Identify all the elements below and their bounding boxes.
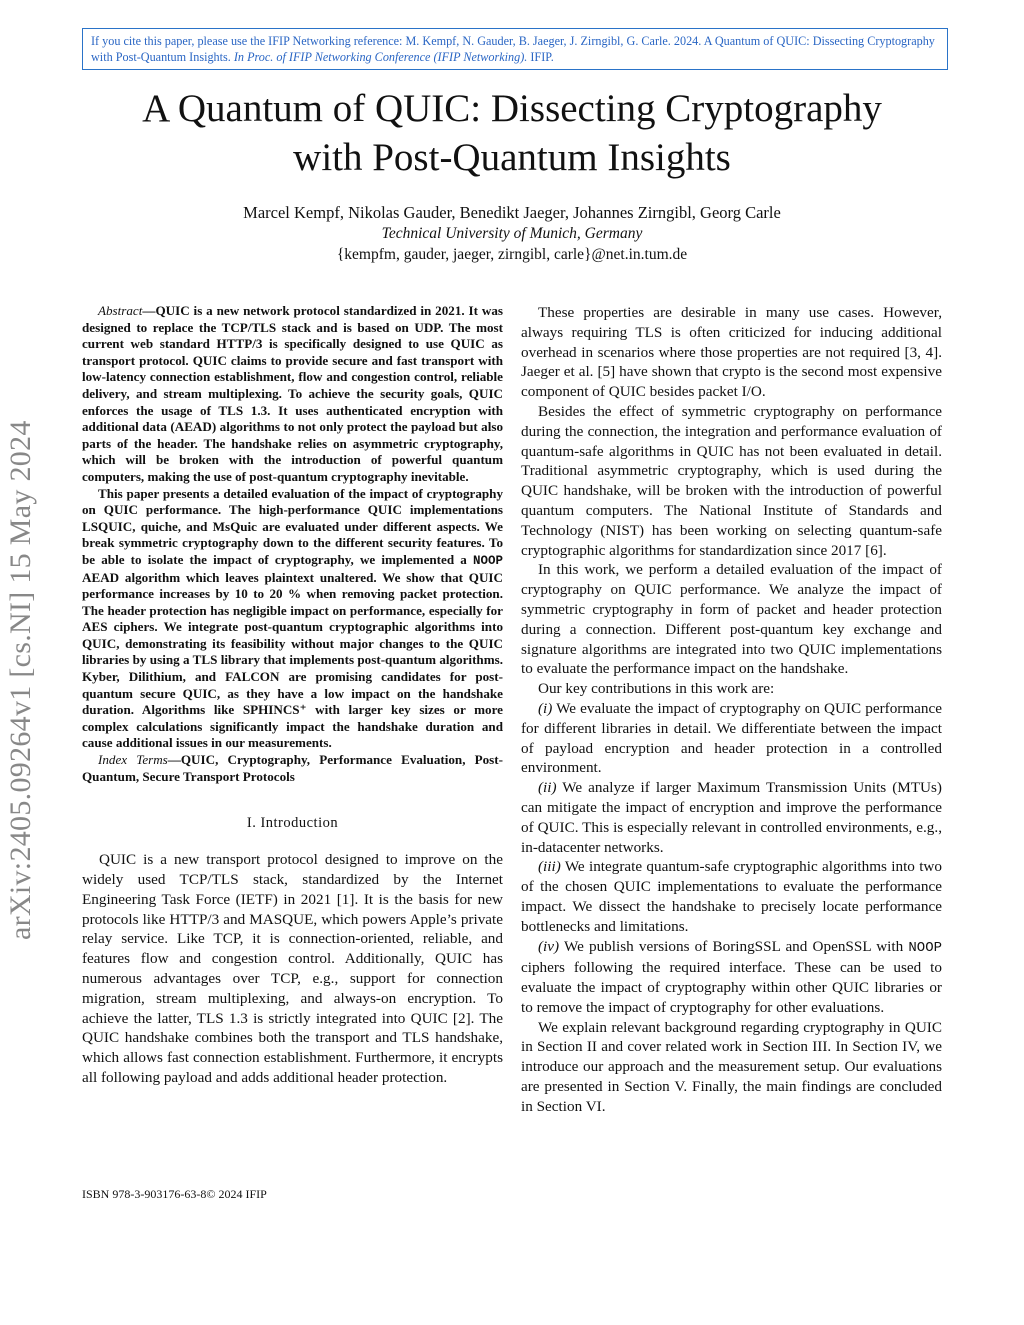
contribution-1-text: We evaluate the impact of cryptography on QUIC performance for different libraries in detail. We differentiate between the impact of payload encryption and header protection in a controlled environment.	[521, 699, 942, 777]
contribution-4-text-b: ciphers following the required interface. These can be used to evaluate the impact of cryptography within other QUIC libraries or to remove the impact of cryptography for other evaluations.	[521, 959, 942, 1016]
author-list: Marcel Kempf, Nikolas Gauder, Benedikt Jaeger, Johannes Zirngibl, Georg Carle	[243, 203, 781, 222]
index-terms-lead: Index Terms	[98, 752, 168, 768]
isbn-footer: ISBN 978-3-903176-63-8© 2024 IFIP	[82, 1187, 267, 1201]
right-paragraph-2: Besides the effect of symmetric cryptography on performance during the connection, the integration and performance evaluation of quantum-safe algorithms in QUIC has not been evaluated in detail. Traditional asymmetric cryptography, which is used during the QUIC handshake, will be broken with the introduction of powerful quantum computers. The National Institute of Standards and Technology (NIST) has been working on selecting quantum-safe cryptographic algorithms for standardization since 2017 [6].	[521, 402, 942, 559]
right-column	[521, 303, 942, 1117]
title-line-2: with Post-Quantum Insights	[293, 136, 731, 179]
arxiv-identifier: arXiv:2405.09264v1 [cs.NI] 15 May 2024	[4, 420, 37, 940]
contribution-4	[521, 937, 942, 1018]
right-paragraph-5: We explain relevant background regarding cryptography in QUIC in Section II and cover related work in Section III. In Section IV, we introduce our approach and the measurement setup. Our evaluations are presented in Section V. Finally, the main findings are concluded in Section VI.	[521, 1018, 942, 1115]
section-heading-introduction: I. Introduction	[246, 815, 339, 832]
abstract	[82, 303, 503, 785]
contribution-1	[521, 699, 942, 778]
contribution-1-label: (i)	[538, 699, 553, 717]
contribution-3-label: (iii)	[538, 858, 561, 876]
abstract-paragraph-2b: AEAD algorithm which leaves plaintext unaltered. We show that QUIC performance increases by 10 to 20 % when removing packet protection. The header protection has negligible impact on performance, especially for AES ciphers. We integrate post-quantum cryptographic algorithms into QUIC, demonstrating its feasibility without major changes to the QUIC libraries by using a TLS library that implements post-quantum algorithms. Kyber, Dilithium, and FALCON are promising candidates for post-quantum secure QUIC, as they have a low impact on the handshake duration. Algorithms like SPHINCS⁺ with larger key sizes or more complex calculations significantly impact the handshake duration and cause additional issues in our measurements.	[82, 569, 503, 751]
noop-code: NOOP	[472, 553, 503, 568]
right-paragraph-1: These properties are desirable in many use cases. However, always requiring TLS is often criticized for inducing additional overhead in scenarios where those properties are not required [3, 4]. Jaeger et al. [5] have shown that crypto is the second most expensive component of QUIC besides packet I/O.	[521, 304, 942, 401]
contribution-2	[521, 778, 942, 857]
citation-venue: In Proc. of IFIP Networking Conference (IFIP Networking).	[233, 50, 528, 64]
affiliation: Technical University of Munich, Germany	[381, 225, 643, 242]
contribution-3	[521, 857, 942, 936]
abstract-lead: Abstract	[98, 303, 143, 318]
contribution-2-label: (ii)	[538, 779, 557, 797]
left-column	[82, 303, 503, 1088]
right-paragraph-3: In this work, we perform a detailed evaluation of the impact of cryptography on QUIC performance. We analyze the impact of symmetric cryptography in form of packet and header protection during a connection. Different post-quantum key exchange and signature algorithms are integrated into two QUIC implementations to evaluate the performance impact on the handshake.	[521, 561, 942, 678]
contribution-3-text: We integrate quantum-safe cryptographic algorithms into two of the chosen QUIC implementations to evaluate the performance impact. We dissect the handshake to precisely locate performance bottlenecks and limitations.	[521, 858, 942, 935]
noop-code-2: NOOP	[908, 939, 942, 956]
paper-title	[60, 84, 964, 182]
contribution-4-text-a: We publish versions of BoringSSL and OpenSSL with	[563, 937, 904, 955]
introduction-paragraph-1: QUIC is a new transport protocol designed to improve on the widely used TCP/TLS stack, standardized by the Internet Engineering Task Force (IETF) in 2021 [1]. It is the basis for new protocols like HTTP/3 and MASQUE, which powers Apple’s private relay service. Like TCP, it is connection-oriented, reliable, and features flow and congestion control. Additionally, QUIC has numerous advantages over TCP, e.g., support for connection migration, stream multiplexing, and always-on encryption. To achieve the latter, TLS 1.3 is strictly integrated into QUIC [2]. The QUIC handshake combines both the transport and TLS handshake, which allows fast connection establishment. Furthermore, it encrypts all following payload and adds additional header protection.	[82, 851, 503, 1086]
contribution-2-text: We analyze if larger Maximum Transmission Units (MTUs) can mitigate the impact of encryption and improve the performance of QUIC. This is especially relevant in controlled environments, e.g., in-datacenter networks.	[521, 779, 942, 856]
title-line-1: A Quantum of QUIC: Dissecting Cryptography	[142, 87, 882, 130]
abstract-paragraph-1: —QUIC is a new network protocol standardized in 2021. It was designed to replace the TCP/TLS stack and is based on UDP. The most current web standard HTTP/3 is specifically designed to use QUIC as transport protocol. QUIC claims to provide secure and fast transport with low-latency connection establishment, flow and congestion control, reliable delivery, and stream multiplexing. To achieve the security goals, QUIC enforces the usage of TLS 1.3. It uses authenticated encryption with additional data (AEAD) algorithms to not only protect the payload but also parts of the header. The handshake relies on asymmetric cryptography, which will be broken with the introduction of powerful quantum computers, making the use of post-quantum cryptography inevitable.	[82, 303, 503, 484]
right-paragraph-4: Our key contributions in this work are:	[538, 680, 775, 698]
citation-text: If you cite this paper, please use the IFIP Networking reference: M. Kempf, N. Gauder, B. Jaeger, J. Zirngibl, G. Carle. 2024. A Quantum of QUIC: Dissecting Cryptography with Post-Quantum Insights.	[91, 34, 935, 64]
citation-publisher: IFIP.	[530, 50, 554, 64]
author-emails: {kempfm, gauder, jaeger, zirngibl, carle}@net.in.tum.de	[336, 246, 688, 263]
index-terms: —QUIC, Cryptography, Performance Evaluation, Post-Quantum, Secure Transport Protocols	[82, 752, 503, 784]
contribution-4-label: (iv)	[538, 937, 560, 955]
abstract-paragraph-2a: This paper presents a detailed evaluation of the impact of cryptography on QUIC performance. The high-performance QUIC implementations LSQUIC, quiche, and MsQuic are evaluated under different aspects. We break symmetric cryptography down to the different security features. To be able to isolate the impact of cryptography, we implemented a	[82, 485, 503, 567]
citation-box	[82, 28, 948, 70]
introduction-body	[82, 850, 503, 1088]
